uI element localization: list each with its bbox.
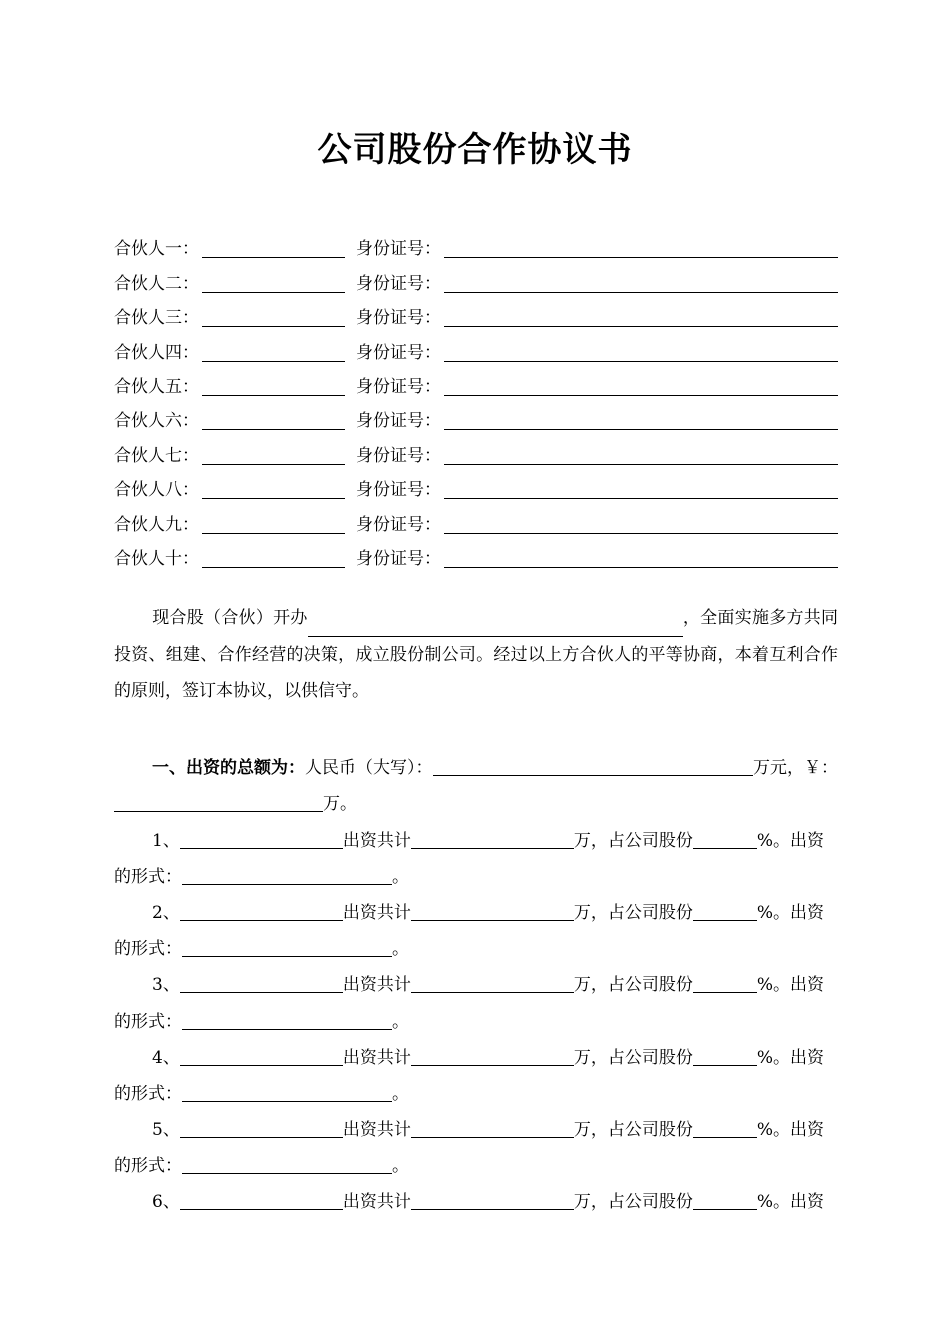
- id-number-label: 身份证号：: [356, 376, 441, 397]
- partner-name-blank[interactable]: [202, 272, 345, 293]
- form-blank[interactable]: [182, 936, 392, 957]
- contribute-label: 出资共计: [342, 975, 411, 996]
- contribution-line: [114, 1178, 838, 1214]
- total-investment-line-2: [114, 780, 838, 816]
- amount-blank[interactable]: [411, 1117, 574, 1138]
- partner-row: [114, 398, 838, 432]
- percent-blank[interactable]: [693, 972, 757, 993]
- contribution-form-line: [114, 997, 838, 1033]
- partner-row: [114, 295, 838, 329]
- intro-paragraph: [114, 600, 838, 710]
- form-end: 。: [392, 866, 409, 887]
- amount-blank[interactable]: [411, 1189, 574, 1210]
- share-label: 万，占公司股份: [573, 902, 693, 923]
- id-number-label: 身份证号：: [356, 445, 441, 466]
- amount-blank[interactable]: [411, 972, 574, 993]
- amount-blank[interactable]: [411, 900, 574, 921]
- form-end: 。: [392, 1011, 409, 1032]
- contributor-blank[interactable]: [180, 1189, 343, 1210]
- partner-name-blank[interactable]: [202, 478, 345, 499]
- contribution-form-line: [114, 853, 838, 889]
- id-number-label: 身份证号：: [356, 411, 441, 432]
- id-number-label: 身份证号：: [356, 480, 441, 501]
- share-label: 万，占公司股份: [573, 1192, 693, 1213]
- form-label: 的形式：: [114, 939, 182, 960]
- contribution-index: 6、: [152, 1192, 180, 1213]
- percent-blank[interactable]: [693, 900, 757, 921]
- partner-label: 合伙人五：: [114, 376, 199, 397]
- id-number-blank[interactable]: [444, 513, 838, 534]
- partner-name-blank[interactable]: [202, 547, 345, 568]
- contribution-index: 4、: [152, 1047, 180, 1068]
- percent-label: %。出资: [756, 1192, 824, 1213]
- form-end: 。: [392, 1156, 409, 1177]
- document-title: 公司股份合作协议书: [317, 130, 633, 170]
- section-heading: 一、出资的总额为：: [152, 758, 305, 779]
- partner-row: [114, 432, 838, 466]
- form-blank[interactable]: [182, 864, 392, 885]
- percent-label: %。出资: [756, 975, 824, 996]
- contribution-index: 1、: [152, 830, 180, 851]
- partner-label: 合伙人十：: [114, 548, 199, 569]
- id-number-label: 身份证号：: [356, 514, 441, 535]
- percent-blank[interactable]: [693, 1189, 757, 1210]
- investment-section: [114, 744, 838, 1214]
- id-number-blank[interactable]: [444, 547, 838, 568]
- contributor-blank[interactable]: [180, 972, 343, 993]
- form-end: 。: [392, 1083, 409, 1104]
- percent-blank[interactable]: [693, 828, 757, 849]
- contribute-label: 出资共计: [342, 902, 411, 923]
- percent-label: %。出资: [756, 902, 824, 923]
- percent-label: %。出资: [756, 830, 824, 851]
- contribution-index: 3、: [152, 975, 180, 996]
- partner-label: 合伙人九：: [114, 514, 199, 535]
- percent-blank[interactable]: [693, 1045, 757, 1066]
- contributor-blank[interactable]: [180, 828, 343, 849]
- partner-list: [114, 226, 838, 570]
- form-blank[interactable]: [182, 1009, 392, 1030]
- amount-blank[interactable]: [411, 1045, 574, 1066]
- id-number-blank[interactable]: [444, 237, 838, 258]
- partner-name-blank[interactable]: [202, 237, 345, 258]
- contribution-form-line: [114, 1142, 838, 1178]
- share-label: 万，占公司股份: [573, 830, 693, 851]
- total-amount-number-blank[interactable]: [114, 791, 323, 812]
- contribute-label: 出资共计: [342, 1192, 411, 1213]
- form-label: 的形式：: [114, 1083, 182, 1104]
- form-blank[interactable]: [182, 1153, 392, 1174]
- id-number-blank[interactable]: [444, 409, 838, 430]
- contribution-line: [114, 1034, 838, 1070]
- partner-label: 合伙人二：: [114, 273, 199, 294]
- contribution-form-line: [114, 1070, 838, 1106]
- id-number-label: 身份证号：: [356, 273, 441, 294]
- form-end: 。: [392, 939, 409, 960]
- id-number-blank[interactable]: [444, 444, 838, 465]
- share-label: 万，占公司股份: [573, 1120, 693, 1141]
- contribute-label: 出资共计: [342, 830, 411, 851]
- total-amount-words-blank[interactable]: [433, 755, 754, 776]
- partner-name-blank[interactable]: [202, 444, 345, 465]
- form-label: 的形式：: [114, 866, 182, 887]
- amount-blank[interactable]: [411, 828, 574, 849]
- contribution-line: [114, 1106, 838, 1142]
- contributor-blank[interactable]: [180, 1045, 343, 1066]
- partner-row: [114, 536, 838, 570]
- percent-label: %。出资: [756, 1120, 824, 1141]
- partner-label: 合伙人三：: [114, 308, 199, 329]
- contribution-line: [114, 961, 838, 997]
- id-number-label: 身份证号：: [356, 239, 441, 260]
- contribution-form-line: [114, 925, 838, 961]
- contributor-blank[interactable]: [180, 1117, 343, 1138]
- partner-label: 合伙人一：: [114, 239, 199, 260]
- partner-name-blank[interactable]: [202, 341, 345, 362]
- contribution-line: [114, 816, 838, 852]
- partner-name-blank[interactable]: [202, 409, 345, 430]
- form-label: 的形式：: [114, 1011, 182, 1032]
- id-number-label: 身份证号：: [356, 342, 441, 363]
- partner-label: 合伙人七：: [114, 445, 199, 466]
- share-label: 万，占公司股份: [573, 975, 693, 996]
- id-number-label: 身份证号：: [356, 548, 441, 569]
- partner-name-blank[interactable]: [202, 306, 345, 327]
- partner-name-blank[interactable]: [202, 513, 345, 534]
- percent-blank[interactable]: [693, 1117, 757, 1138]
- wan-yuan-label: 万元，￥：: [753, 758, 838, 779]
- contribution-index: 5、: [152, 1120, 180, 1141]
- contribution-line: [114, 889, 838, 925]
- form-label: 的形式：: [114, 1156, 182, 1177]
- id-number-blank[interactable]: [444, 478, 838, 499]
- contribution-index: 2、: [152, 902, 180, 923]
- partner-row: [114, 329, 838, 363]
- wan-label: 万。: [323, 794, 357, 815]
- partner-row: [114, 501, 838, 535]
- contribute-label: 出资共计: [342, 1120, 411, 1141]
- business-name-blank[interactable]: [308, 614, 683, 637]
- partner-row: [114, 260, 838, 294]
- contribute-label: 出资共计: [342, 1047, 411, 1068]
- percent-label: %。出资: [756, 1047, 824, 1068]
- partner-label: 合伙人六：: [114, 411, 199, 432]
- id-number-blank[interactable]: [444, 306, 838, 327]
- partner-row: [114, 226, 838, 260]
- contributor-blank[interactable]: [180, 900, 343, 921]
- share-label: 万，占公司股份: [573, 1047, 693, 1068]
- partner-name-blank[interactable]: [202, 375, 345, 396]
- partner-label: 合伙人八：: [114, 480, 199, 501]
- id-number-label: 身份证号：: [356, 308, 441, 329]
- id-number-blank[interactable]: [444, 375, 838, 396]
- partner-row: [114, 364, 838, 398]
- intro-prefix: 现合股（合伙）开办: [152, 608, 308, 628]
- id-number-blank[interactable]: [444, 272, 838, 293]
- id-number-blank[interactable]: [444, 341, 838, 362]
- form-blank[interactable]: [182, 1081, 392, 1102]
- intro-suffix: ，全面实施多方共同投资、组建、合作经营的决策，成立股份制公司。经过以上方合伙人的平等协商，本着互利合作的原则，签订本协议，以供信守。: [114, 608, 839, 701]
- total-investment-line: [114, 744, 838, 780]
- partner-row: [114, 467, 838, 501]
- partner-label: 合伙人四：: [114, 342, 199, 363]
- rmb-label: 人民币（大写）：: [305, 758, 433, 779]
